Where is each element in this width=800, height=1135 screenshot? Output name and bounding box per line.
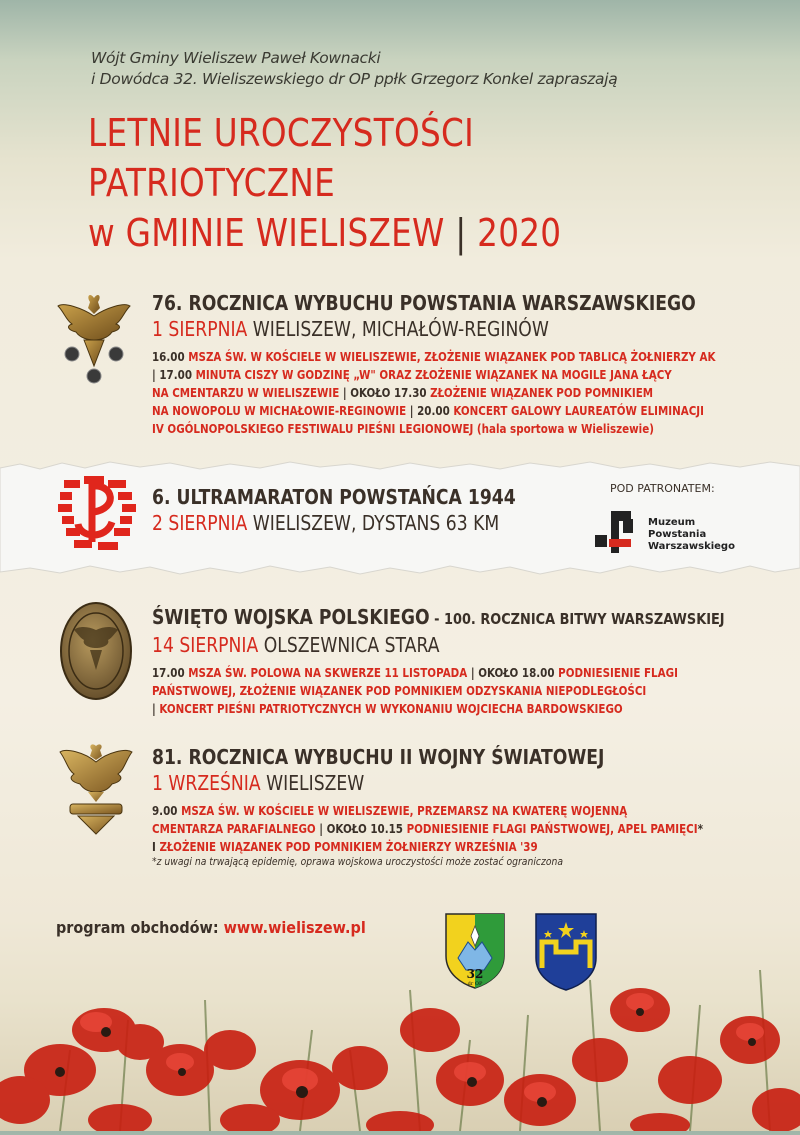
program-segment: ZŁOŻENIE WIĄZANEK POD POMNIKIEM <box>430 386 654 400</box>
museum-logo <box>593 507 743 557</box>
program-line-1 <box>152 802 703 820</box>
program-segment: 16.00 <box>152 350 189 364</box>
program-line-3 <box>152 838 703 856</box>
program-segment: | 17.00 <box>152 368 196 382</box>
program-segment: 9.00 <box>152 804 182 818</box>
program-segment: MINUTA CISZY W GODZINĘ „W" ORAZ ZŁOŻENIE WIĄZANEK NA MOGILE JANA ŁĄCY <box>195 368 672 382</box>
event-1-date-line <box>152 316 715 342</box>
program-line-3 <box>152 384 715 402</box>
program-line-2 <box>152 820 703 838</box>
program-line <box>56 918 366 937</box>
program-line-4 <box>152 402 715 420</box>
program-segment: I <box>152 840 160 854</box>
program-label: program obchodów: <box>56 918 224 937</box>
event-3-date-line <box>152 632 725 658</box>
title-line-1: LETNIE UROCZYSTOŚCI <box>88 111 474 155</box>
program-line-5 <box>152 420 715 438</box>
museum-logo-icon <box>593 507 643 557</box>
event-4-program <box>152 802 703 856</box>
program-line-3 <box>152 700 725 718</box>
program-segment: NA NOWOPOLU W MICHAŁOWIE-REGINOWIE <box>152 404 410 418</box>
title-separator: | <box>455 211 467 255</box>
museum-name-line-1: Muzeum <box>648 517 696 528</box>
program-segment: MSZA ŚW. POLOWA NA SKWERZE 11 LISTOPADA <box>188 666 471 680</box>
program-segment: | OKOŁO 18.00 <box>470 666 559 680</box>
program-segment: MSZA ŚW. W KOŚCIELE W WIELISZEWIE, ZŁOŻENIE WIĄZANEK POD TABLICĄ ŻOŁNIERZY AK <box>188 350 716 364</box>
event-2-date: 2 SIERPNIA <box>152 511 248 535</box>
eagle-badge-ak-icon <box>54 290 134 386</box>
program-line-2 <box>152 682 725 700</box>
event-4-title: 81. ROCZNICA WYBUCHU II WOJNY ŚWIATOWEJ <box>152 745 605 769</box>
program-segment: | 20.00 <box>409 404 454 418</box>
inviter-text <box>91 48 617 90</box>
program-segment: MSZA ŚW. W KOŚCIELE W WIELISZEWIE, PRZEMARSZ NA KWATERĘ WOJENNĄ <box>181 804 628 818</box>
poppy-field-image <box>0 960 800 1131</box>
wot-crest-number: 32 <box>466 967 484 981</box>
event-2-date-line <box>152 510 516 536</box>
program-segment: | OKOŁO 10.15 <box>319 822 407 836</box>
program-line-1 <box>152 348 715 366</box>
kotwica-icon <box>58 472 138 558</box>
event-1-title: 76. ROCZNICA WYBUCHU POWSTANIA WARSZAWSKIEGO <box>152 291 696 315</box>
event-3-title-line <box>152 604 725 632</box>
event-1 <box>152 290 800 438</box>
round-eagle-badge-icon <box>58 600 134 702</box>
program-link[interactable]: www.wieliszew.pl <box>223 918 366 937</box>
event-3-title: ŚWIĘTO WOJSKA POLSKIEGO <box>152 605 430 629</box>
event-1-place: WIELISZEW, MICHAŁÓW-REGINÓW <box>247 317 549 341</box>
program-segment: NA CMENTARZU W WIELISZEWIE <box>152 386 343 400</box>
program-segment: ZŁOŻENIE WIĄZANEK POD POMNIKIEM ŻOŁNIERZY WRZEŚNIA '39 <box>159 840 538 854</box>
event-4-date-line <box>152 770 703 796</box>
event-2-title: 6. ULTRAMARATON POWSTAŃCA 1944 <box>152 485 516 509</box>
program-segment: KONCERT PIEŚNI PATRIOTYCZNYCH W WYKONANIU WOJCIECHA BARDOWSKIEGO <box>159 702 623 716</box>
event-3-date: 14 SIERPNIA <box>152 633 259 657</box>
event-4-note: *z uwagi na trwającą epidemię, oprawa wojskowa uroczystości może zostać ograniczona <box>152 856 563 868</box>
event-2 <box>152 484 575 536</box>
program-segment: PAŃSTWOWEJ, ZŁOŻENIE WIĄZANEK POD POMNIKIEM ODZYSKANIA NIEPODLEGŁOŚCI <box>152 684 647 698</box>
title-line-3-text: w GMINIE WIELISZEW <box>88 211 456 255</box>
event-3 <box>152 604 800 718</box>
event-4-place: WIELISZEW <box>260 771 365 795</box>
program-segment: IV OGÓLNOPOLSKIEGO FESTIWALU PIEŚNI LEGIONOWEJ (hala sportowa w Wieliszewie) <box>152 422 654 436</box>
event-1-date: 1 SIERPNIA <box>152 317 248 341</box>
program-segment: 17.00 <box>152 666 189 680</box>
inviter-line-1: Wójt Gminy Wieliszew Paweł Kownacki <box>91 49 381 67</box>
title-line-3 <box>88 208 561 258</box>
event-2-place: WIELISZEW, DYSTANS 63 KM <box>247 511 500 535</box>
patron-label: POD PATRONATEM: <box>610 482 715 495</box>
event-1-program <box>152 348 715 438</box>
program-segment: * <box>697 822 703 836</box>
program-line-2 <box>152 366 715 384</box>
museum-name-line-2: Powstania <box>648 529 707 540</box>
title-line-2: PATRIOTYCZNE <box>88 161 336 205</box>
program-segment: PODNIESIENIE FLAGI <box>558 666 678 680</box>
program-segment: KONCERT GALOWY LAUREATÓW ELIMINACJI <box>453 404 704 418</box>
program-segment: CMENTARZA PARAFIALNEGO <box>152 822 320 836</box>
program-segment: PODNIESIENIE FLAGI PAŃSTWOWEJ, APEL PAMIĘCI <box>406 822 698 836</box>
program-segment: | OKOŁO 17.30 <box>342 386 431 400</box>
page-title <box>88 108 561 258</box>
program-line-1 <box>152 664 725 682</box>
event-4-date: 1 WRZEŚNIA <box>152 771 261 795</box>
wot-crest-sub: dr OP <box>467 981 483 987</box>
event-3-place: OLSZEWNICA STARA <box>258 633 440 657</box>
museum-name-line-3: Warszawskiego <box>648 541 735 552</box>
museum-name <box>648 517 735 553</box>
event-3-program <box>152 664 725 718</box>
eagle-badge-icon <box>58 740 134 836</box>
event-4 <box>152 744 793 868</box>
title-year: 2020 <box>466 211 562 255</box>
inviter-line-2: i Dowódca 32. Wieliszewskiego dr OP ppłk Grzegorz Konkel zapraszają <box>91 70 618 88</box>
program-segment: | <box>152 702 160 716</box>
event-3-subtitle: - 100. ROCZNICA BITWY WARSZAWSKIEJ <box>429 610 725 628</box>
